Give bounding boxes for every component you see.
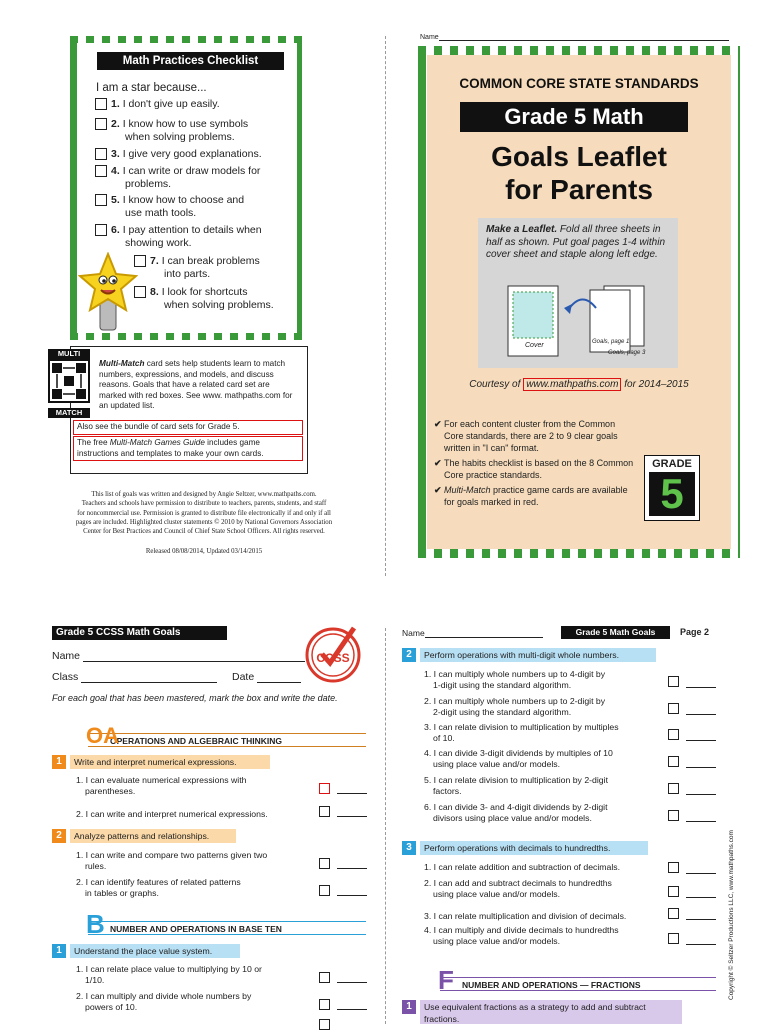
date-line[interactable] <box>686 897 716 898</box>
page-number: Page 2 <box>680 627 710 637</box>
cluster-heading: Write and interpret numerical expressions. <box>70 755 270 769</box>
check-icon: ✔ <box>434 458 442 468</box>
date-line[interactable] <box>686 714 716 715</box>
leaflet-title: Goals Leaflet for Parents <box>491 141 667 205</box>
multi-match-description: Multi-Match card sets help students learn to match numbers, expressions, and models, and discuss reasons. Goals that have a related card set are marked with red boxes. See www. mathpaths.com for an updated list. <box>99 359 293 410</box>
cluster-number: 3 <box>402 841 416 855</box>
goal-item: 4. I can divide 3-digit dividends by multiples of 10 using place value and/or models. <box>424 748 613 769</box>
grade-title-bar: Grade 5 Math <box>460 102 688 132</box>
date-line[interactable] <box>686 740 716 741</box>
cluster-number: 1 <box>52 755 66 769</box>
goal-checkbox[interactable] <box>319 999 330 1010</box>
nf-letter-icon: F <box>438 965 454 995</box>
credits: This list of goals was written and designed by Angie Seltzer, www.mathpaths.com. Teachers and schools have permission to distribute to teachers, parents, students, and staff for noncommercial use. Permission is granted to distribute file electronically if and only if all pages are included. Highlighted cluster statements © 2010 by National Governors Association Center for Best Practices and Council of Chief State School Officers. All rights reserved. <box>75 491 333 536</box>
checkbox[interactable] <box>95 98 107 110</box>
nbt-letter-icon: B <box>86 909 105 939</box>
item-text: I can write or draw models for <box>122 165 261 177</box>
goal-item: 2. I can write and interpret numerical expressions. <box>76 809 268 819</box>
item-text: I know how to choose and <box>122 194 245 206</box>
cover-panel <box>418 46 740 558</box>
date-line[interactable] <box>686 687 716 688</box>
fold-line <box>385 628 386 1024</box>
cluster-number: 2 <box>402 648 416 662</box>
page1-title: Grade 5 CCSS Math Goals <box>52 626 227 640</box>
goal-checkbox[interactable] <box>319 806 330 817</box>
item-text: I don't give up easily. <box>122 98 220 110</box>
goal-item: 2. I can add and subtract decimals to hundredths using place value and/or models. <box>424 878 612 899</box>
games-guide-note: The free Multi-Match Games Guide includes game instructions and templates to make your own cards. <box>73 436 303 461</box>
star-mascot-icon <box>78 252 138 332</box>
date-line[interactable] <box>686 767 716 768</box>
leaflet-instructions: Make a Leaflet. Fold all three sheets in half as shown. Put goal pages 1-4 within cover sheet and staple along left edge. Cover Goals, page 1 Goals, page 3 <box>478 218 678 368</box>
goal-checkbox[interactable] <box>319 972 330 983</box>
goal-checkbox[interactable] <box>668 886 679 897</box>
date-line[interactable] <box>686 821 716 822</box>
goal-item: 3. I can relate multiplication and division of decimals. <box>424 911 627 921</box>
goal-checkbox[interactable] <box>668 933 679 944</box>
page2-name-field[interactable]: Name <box>402 628 543 638</box>
diagram-page3-label: Goals, page 3 <box>608 350 646 356</box>
grade-badge: GRADE 5 <box>644 455 700 521</box>
goal-checkbox[interactable] <box>319 1019 330 1030</box>
date-line[interactable] <box>337 982 367 983</box>
goal-checkbox[interactable] <box>668 862 679 873</box>
ccss-seal-icon <box>302 622 364 684</box>
date-line[interactable] <box>337 816 367 817</box>
item-text: showing work. <box>125 236 192 249</box>
release-date: Released 08/08/2014, Updated 03/14/2015 <box>145 548 263 555</box>
date-line[interactable] <box>686 919 716 920</box>
goal-item: 4. I can multiply and divide decimals to hundredths using place value and/or models. <box>424 925 619 946</box>
checklist-item[interactable] <box>95 224 262 249</box>
checkbox[interactable] <box>95 194 107 206</box>
goal-item: 1. I can relate addition and subtraction of decimals. <box>424 862 621 872</box>
date-line[interactable] <box>686 944 716 945</box>
goal-checkbox[interactable] <box>668 783 679 794</box>
check-icon: ✔ <box>434 419 442 429</box>
date-line[interactable] <box>337 793 367 794</box>
goal-item: 1. I can relate place value to multiplying by 10 or 1/10. <box>76 964 262 985</box>
goal-item: 1. I can write and compare two patterns given two rules. <box>76 850 268 871</box>
feature-bullets <box>434 418 634 511</box>
diagram-page1-label: Goals, page 1 <box>592 339 630 345</box>
goal-item: 2. I can identify features of related patterns in tables or graphs. <box>76 877 241 898</box>
goal-item: 1. I can evaluate numerical expressions with parentheses. <box>76 775 247 796</box>
goal-item: 2. I can multiply and divide whole numbers by powers of 10. <box>76 991 252 1012</box>
checklist-subtitle: I am a star because... <box>96 82 207 94</box>
goal-item: 5. I can relate division to multiplication by 2-digit factors. <box>424 775 608 796</box>
checklist-item[interactable] <box>95 98 220 111</box>
page2-title: Grade 5 Math Goals <box>561 626 670 639</box>
item-text: into parts. <box>164 267 211 280</box>
date-line[interactable] <box>337 1009 367 1010</box>
date-line[interactable] <box>337 895 367 896</box>
bullet-item: ✔ The habits checklist is based on the 8 Common Core practice standards. <box>434 458 634 480</box>
item-text: problems. <box>125 177 172 190</box>
cluster-heading: Analyze patterns and relationships. <box>70 829 236 843</box>
goal-checkbox[interactable] <box>668 810 679 821</box>
bullet-item: ✔ For each content cluster from the Common Core standards, there are 2 to 9 clear goals written in "I can" format. <box>434 419 618 453</box>
item-text: when solving problems. <box>125 130 235 143</box>
date-field[interactable]: Date <box>232 671 301 683</box>
goal-checkbox[interactable] <box>668 756 679 767</box>
class-field[interactable]: Class <box>52 671 217 683</box>
checkbox[interactable] <box>95 165 107 177</box>
domain-header-oa: OA OPERATIONS AND ALGEBRAIC THINKING <box>88 733 366 747</box>
checkbox[interactable] <box>95 224 107 236</box>
date-line[interactable] <box>686 873 716 874</box>
cluster-heading: Understand the place value system. <box>70 944 240 958</box>
item-number: 5. <box>111 194 120 206</box>
name-field[interactable]: Name <box>52 650 305 662</box>
oa-letter-icon: OA <box>86 723 119 748</box>
goal-checkbox[interactable] <box>319 885 330 896</box>
multi-match-grid-icon <box>48 359 90 403</box>
goal-checkbox[interactable] <box>319 858 330 869</box>
check-icon: ✔ <box>434 485 442 495</box>
item-text: I look for shortcuts <box>161 286 248 298</box>
cluster-number: 2 <box>52 829 66 843</box>
cluster-heading: Perform operations with multi-digit whole numbers. <box>420 648 656 662</box>
goal-checkbox[interactable] <box>668 729 679 740</box>
checklist-item[interactable] <box>134 255 260 280</box>
date-line[interactable] <box>337 868 367 869</box>
instructions: For each goal that has been mastered, mark the box and write the date. <box>52 693 338 703</box>
cluster-number: 1 <box>52 944 66 958</box>
bullet-item: ✔ Multi-Match practice game cards are available for goals marked in red. <box>434 485 628 507</box>
goal-item: 1. I can multiply whole numbers up to 4-digit by 1-digit using the standard algorithm. <box>424 669 606 690</box>
item-number: 6. <box>111 224 120 236</box>
goal-checkbox[interactable] <box>668 703 679 714</box>
cluster-heading: Perform operations with decimals to hundredths. <box>420 841 648 855</box>
card-bundle-note: Also see the bundle of card sets for Grade 5. <box>73 420 303 435</box>
goal-checkbox[interactable] <box>668 676 679 687</box>
item-number: 1. <box>111 98 120 110</box>
item-text: I can break problems <box>161 255 260 267</box>
multi-match-info-box <box>70 346 308 474</box>
goal-item: 3. I can relate division to multiplication by multiples of 10. <box>424 722 619 743</box>
website-link[interactable]: www.mathpaths.com <box>523 378 621 391</box>
copyright-note: Copyright © Seltzer Productions LLC, www.mathpaths.com <box>728 830 735 1000</box>
item-text: use math tools. <box>125 206 197 219</box>
domain-header-nbt: B NUMBER AND OPERATIONS IN BASE TEN <box>88 921 366 935</box>
goal-checkbox[interactable] <box>668 908 679 919</box>
checkbox[interactable] <box>95 148 107 160</box>
checklist-item[interactable] <box>95 148 262 161</box>
checklist-item[interactable] <box>95 194 244 219</box>
item-text: when solving problems. <box>164 298 274 311</box>
checklist-title: Math Practices Checklist <box>97 52 284 70</box>
fold-line <box>385 36 386 576</box>
item-text: I give very good explanations. <box>122 148 262 160</box>
cluster-number: 1 <box>402 1000 416 1014</box>
goal-item: 2. I can multiply whole numbers up to 2-digit by 2-digit using the standard algorithm. <box>424 696 606 717</box>
checklist-item[interactable] <box>134 286 274 311</box>
item-text: I pay attention to details when <box>122 224 262 236</box>
item-number: 7. <box>150 255 159 267</box>
goal-item: 6. I can divide 3- and 4-digit dividends by 2-digit divisors using place value and/or models. <box>424 802 608 823</box>
checkbox[interactable] <box>95 118 107 130</box>
diagram-cover-label: Cover <box>525 342 544 349</box>
goal-checkbox[interactable] <box>319 783 330 794</box>
checklist-item[interactable] <box>95 165 260 190</box>
item-number: 3. <box>111 148 120 160</box>
courtesy-line: Courtesy of www.mathpaths.com for 2014–2015 <box>469 379 689 390</box>
ccss-header: COMMON CORE STATE STANDARDS <box>459 76 699 91</box>
cluster-heading: Use equivalent fractions as a strategy to add and subtract fractions. <box>420 1000 682 1024</box>
domain-header-nf: F NUMBER AND OPERATIONS — FRACTIONS <box>440 977 716 991</box>
item-number: 8. <box>150 286 159 298</box>
item-text: I know how to use symbols <box>122 118 249 130</box>
item-number: 4. <box>111 165 120 177</box>
cover-name-field[interactable]: Name <box>420 34 729 41</box>
checklist-item[interactable] <box>95 118 248 143</box>
date-line[interactable] <box>686 794 716 795</box>
multi-match-logo: MULTI MATCH <box>48 349 90 415</box>
item-number: 2. <box>111 118 120 130</box>
svg-text:CCSS: CCSS <box>316 651 350 665</box>
